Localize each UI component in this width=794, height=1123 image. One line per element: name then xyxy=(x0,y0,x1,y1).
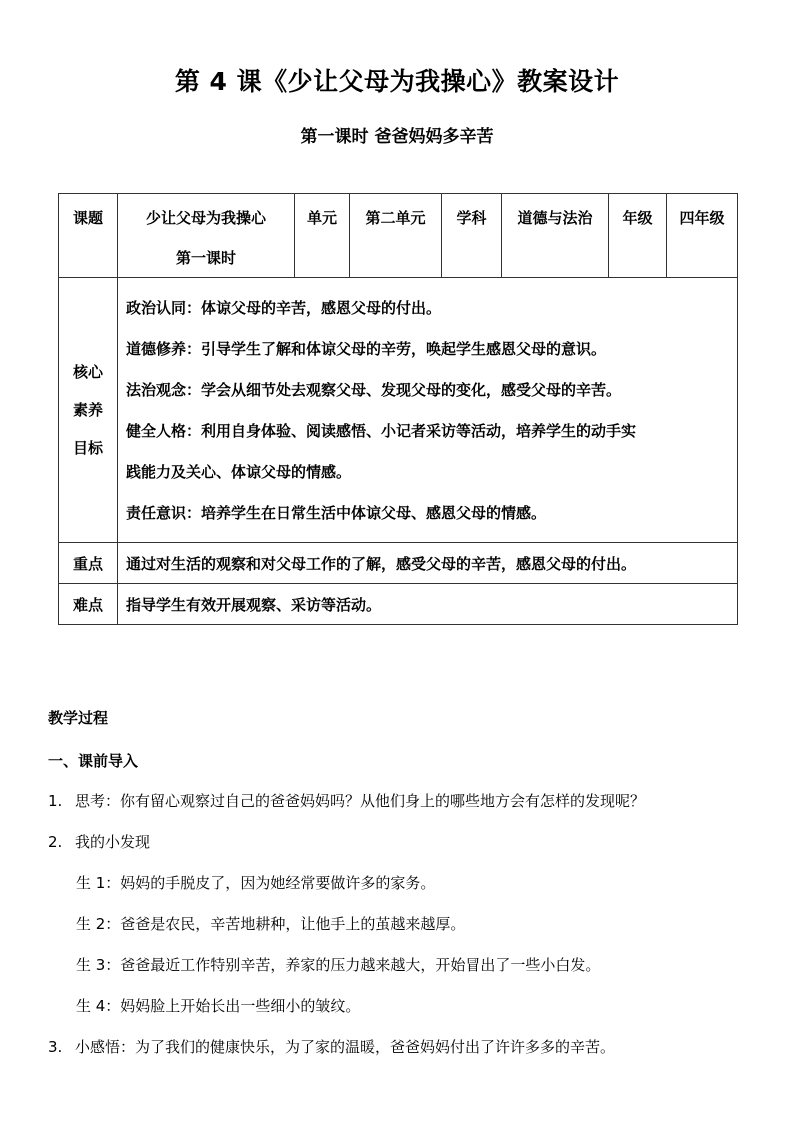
list-item xyxy=(48,822,768,863)
cell-core-label xyxy=(59,278,118,543)
list-text: 小感悟：为了我们的健康快乐，为了家的温暖，爸爸妈妈付出了许许多多的辛苦。 xyxy=(75,1038,616,1056)
cell-grade-label: 年级 xyxy=(609,194,667,278)
core-label-part: 核心 xyxy=(72,363,103,381)
list-number: 3. xyxy=(48,1038,63,1056)
lesson-period: 第一课时 xyxy=(175,249,236,267)
cell-core-goals xyxy=(118,278,738,543)
lesson-info-table xyxy=(58,193,738,625)
list-number: 1. xyxy=(48,792,63,810)
list-number: 2. xyxy=(48,833,63,851)
core-label-part: 素养 xyxy=(72,401,103,419)
page-title: 第 4 课《少让父母为我操心》教案设计 xyxy=(174,67,620,96)
cell-difficulty-text: 指导学生有效开展观察、采访等活动。 xyxy=(118,584,738,625)
list-subitem: 生 1：妈妈的手脱皮了，因为她经常要做许多的家务。 xyxy=(76,874,436,892)
cell-unit-value: 第二单元 xyxy=(350,194,442,278)
list-text: 我的小发现 xyxy=(75,833,151,851)
list-subitem: 生 2：爸爸是农民，辛苦地耕种，让他手上的茧越来越厚。 xyxy=(76,915,466,933)
lesson-title: 少让父母为我操心 xyxy=(145,209,266,227)
cell-key-text: 通过对生活的观察和对父母工作的了解，感受父母的辛苦，感恩父母的付出。 xyxy=(118,543,738,584)
cell-key-label: 重点 xyxy=(59,543,118,584)
process-list xyxy=(48,781,768,1068)
list-text: 思考：你有留心观察过自己的爸爸妈妈吗？从他们身上的哪些地方会有怎样的发现呢？ xyxy=(75,792,646,810)
table-row-difficulty xyxy=(59,584,738,625)
list-item xyxy=(48,1027,768,1068)
core-label-part: 目标 xyxy=(72,439,103,457)
list-subitem: 生 4：妈妈脸上开始长出一些细小的皱纹。 xyxy=(76,997,361,1015)
cell-subject-value: 道德与法治 xyxy=(502,194,609,278)
cell-topic-label: 课题 xyxy=(59,194,118,278)
section-heading-intro: 一、课前导入 xyxy=(48,752,139,770)
goal-line: 政治认同：体谅父母的辛苦，感恩父母的付出。 xyxy=(126,299,442,317)
page-subtitle: 第一课时 爸爸妈妈多辛苦 xyxy=(300,127,494,147)
cell-unit-label: 单元 xyxy=(295,194,350,278)
list-subitem: 生 3：爸爸最近工作特别辛苦，养家的压力越来越大，开始冒出了一些小白发。 xyxy=(76,956,601,974)
goal-line: 践能力及关心、体谅父母的情感。 xyxy=(126,463,352,481)
table-row-key-point xyxy=(59,543,738,584)
table-row-core-goals xyxy=(59,278,738,543)
cell-grade-value: 四年级 xyxy=(667,194,738,278)
goal-line: 健全人格：利用自身体验、阅读感悟、小记者采访等活动，培养学生的动手实 xyxy=(126,422,637,440)
cell-subject-label: 学科 xyxy=(442,194,502,278)
goal-line: 法治观念：学会从细节处去观察父母、发现父母的变化，感受父母的辛苦。 xyxy=(126,381,622,399)
goal-line: 道德修养：引导学生了解和体谅父母的辛劳，唤起学生感恩父母的意识。 xyxy=(126,340,607,358)
list-item xyxy=(48,781,768,822)
goal-line: 责任意识：培养学生在日常生活中体谅父母、感恩父母的情感。 xyxy=(126,504,547,522)
process-heading: 教学过程 xyxy=(48,709,109,727)
cell-difficulty-label: 难点 xyxy=(59,584,118,625)
cell-topic-value xyxy=(118,194,295,278)
table-row-header xyxy=(59,194,738,278)
